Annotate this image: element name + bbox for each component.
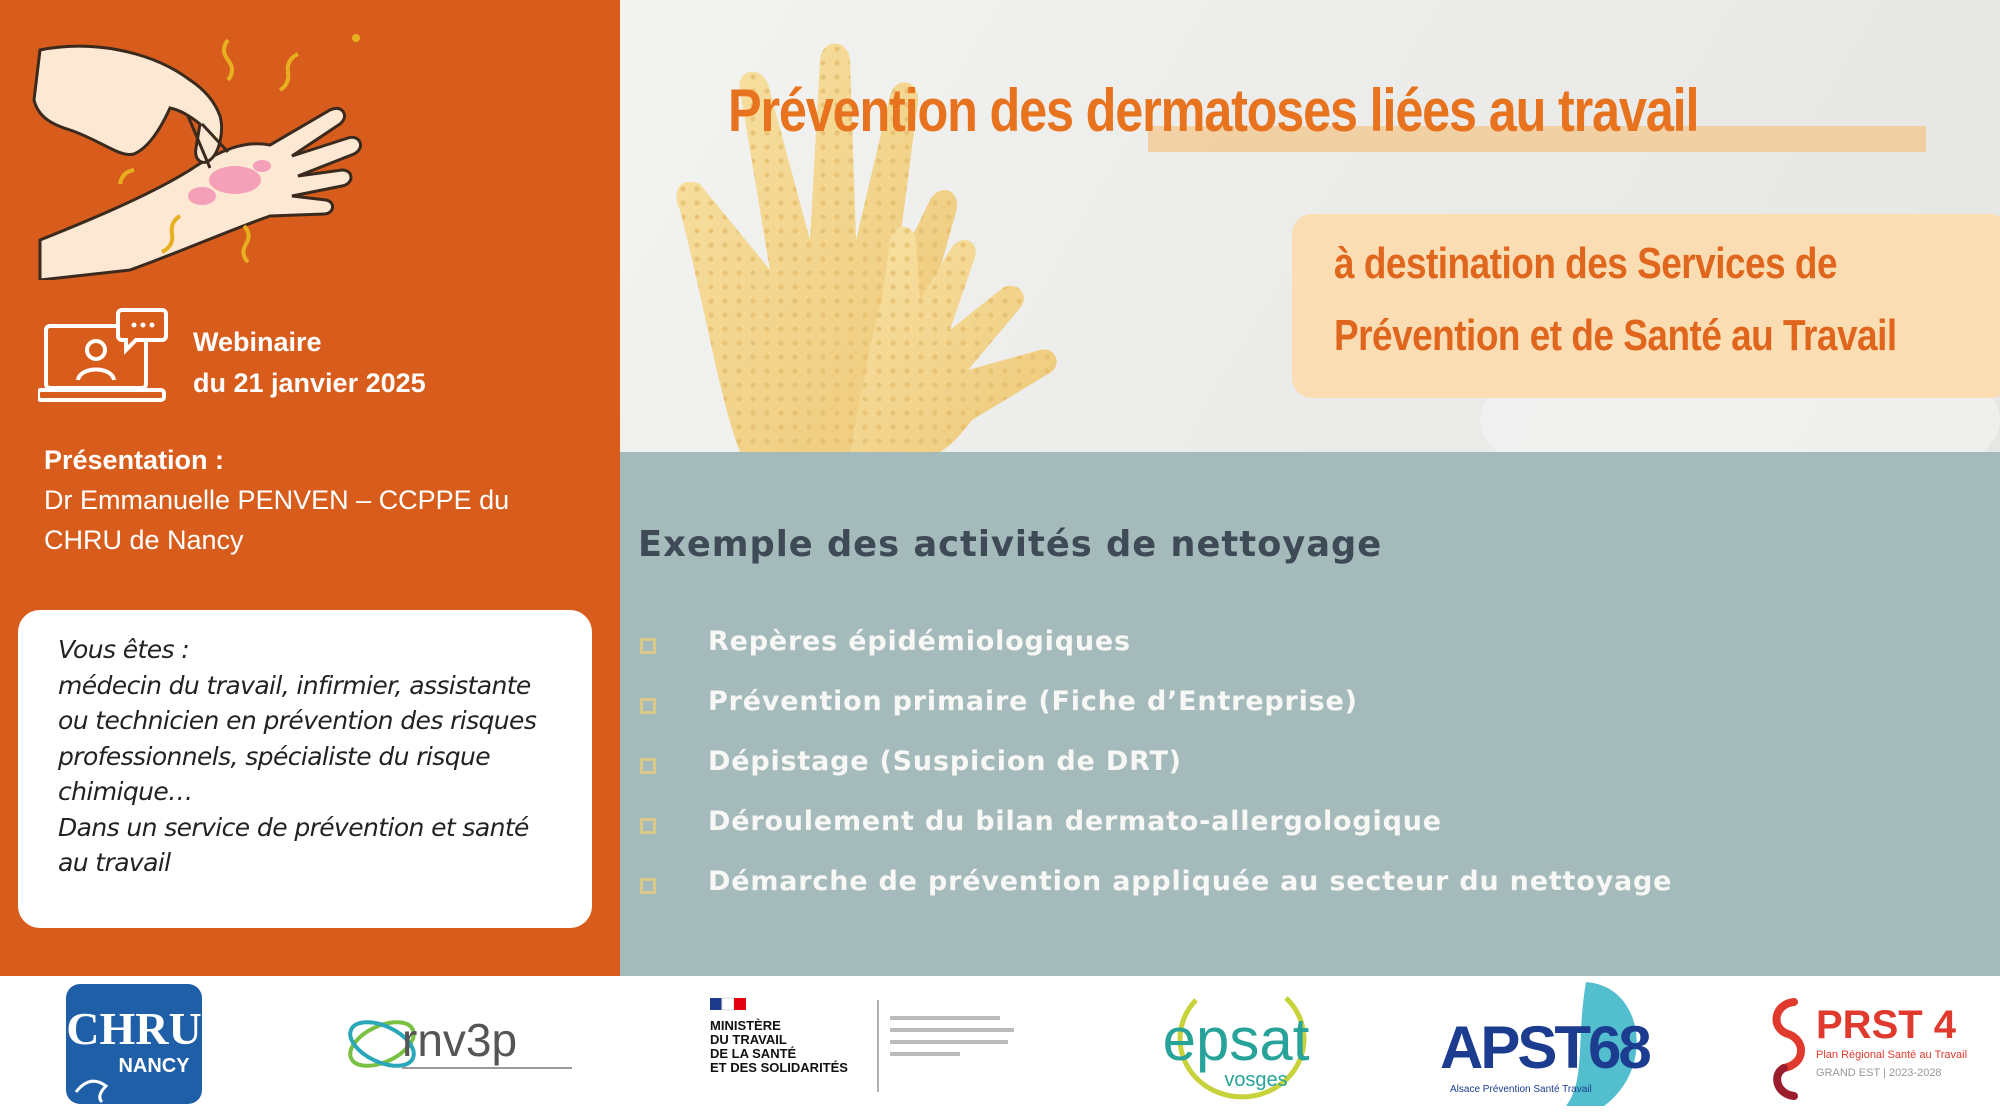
svg-text:rnv3p: rnv3p (402, 1014, 518, 1066)
agenda-item-label: Déroulement du bilan dermato-allergologique (708, 806, 1442, 837)
svg-text:DU TRAVAIL: DU TRAVAIL (710, 1032, 787, 1047)
webinar-date: du 21 janvier 2025 (193, 368, 426, 398)
subtitle-line-1: à destination des Services de (1334, 239, 1838, 288)
itching-hand-illustration (30, 20, 370, 280)
square-bullet-icon (640, 878, 656, 894)
svg-text:DE LA SANTÉ: DE LA SANTÉ (710, 1046, 797, 1061)
square-bullet-icon (640, 758, 656, 774)
svg-text:CHRU: CHRU (66, 1003, 202, 1054)
square-bullet-icon (640, 818, 656, 834)
agenda-item (638, 746, 1672, 806)
page-title: Prévention des dermatoses liées au travail (728, 77, 1699, 144)
agenda-item-label: Dépistage (Suspicion de DRT) (708, 746, 1182, 777)
agenda-item (638, 866, 1672, 926)
header-photo-area (620, 0, 2000, 452)
presenter-block (44, 440, 604, 560)
agenda-item-label: Démarche de prévention appliquée au secteur du nettoyage (708, 866, 1673, 897)
audience-line: Dans un service de prévention et santé (58, 812, 529, 842)
svg-text:Plan Régional Santé au Travail: Plan Régional Santé au Travail (1816, 1049, 1968, 1061)
presenter-name: Dr Emmanuelle PENVEN – CCPPE du (44, 485, 510, 515)
agenda-list (638, 626, 1672, 926)
webinar-date-label (193, 322, 426, 404)
target-audience-box (18, 610, 592, 928)
svg-text:GRAND EST | 2023-2028: GRAND EST | 2023-2028 (1816, 1067, 1942, 1079)
agenda-item-label: Repères épidémiologiques (708, 626, 1131, 657)
partner-logo-strip (0, 976, 2000, 1116)
apst68-logo (1436, 980, 1666, 1110)
agenda-item-label: Prévention primaire (Fiche d’Entreprise) (708, 686, 1358, 717)
agenda-item (638, 806, 1672, 866)
square-bullet-icon (640, 698, 656, 714)
agenda-item (638, 626, 1672, 686)
audience-line: médecin du travail, infirmier, assistante (58, 670, 531, 700)
svg-text:NANCY: NANCY (118, 1055, 190, 1077)
svg-text:ET DES SOLIDARITÉS: ET DES SOLIDARITÉS (710, 1060, 848, 1075)
subtitle-line-2: Prévention et de Santé au Travail (1334, 311, 1897, 360)
svg-text:APST68: APST68 (1440, 1014, 1649, 1081)
svg-text:vosges: vosges (1224, 1069, 1288, 1091)
audience-line: au travail (58, 848, 171, 877)
agenda-item (638, 686, 1672, 746)
svg-text:PRST 4: PRST 4 (1816, 1003, 1957, 1047)
subtitle (1334, 228, 1897, 372)
ministere-travail-logo (706, 996, 1026, 1096)
audience-line: Vous êtes : (58, 635, 190, 664)
presenter-heading: Présentation : (44, 445, 225, 475)
webinar-title: Webinaire (193, 327, 322, 357)
square-bullet-icon (640, 638, 656, 654)
svg-text:Alsace Prévention Santé Travai: Alsace Prévention Santé Travail (1450, 1084, 1592, 1095)
audience-line: ou technicien en prévention des risques (58, 706, 537, 735)
svg-text:MINISTÈRE: MINISTÈRE (710, 1018, 781, 1033)
laptop-webinar-icon (38, 308, 168, 408)
svg-text:epsat: epsat (1162, 1006, 1310, 1073)
rnv3p-logo (340, 1004, 580, 1084)
audience-line: chimique… (58, 777, 193, 806)
agenda-panel (620, 452, 2000, 976)
presenter-affiliation: CHRU de Nancy (44, 525, 244, 555)
left-info-panel (0, 0, 620, 976)
chru-nancy-logo (62, 982, 206, 1106)
agenda-heading: Exemple des activités de nettoyage (638, 524, 1383, 565)
epsat-vosges-logo (1136, 984, 1348, 1108)
audience-line: professionnels, spécialiste du risque (58, 741, 490, 771)
prst4-logo (1762, 994, 1982, 1104)
